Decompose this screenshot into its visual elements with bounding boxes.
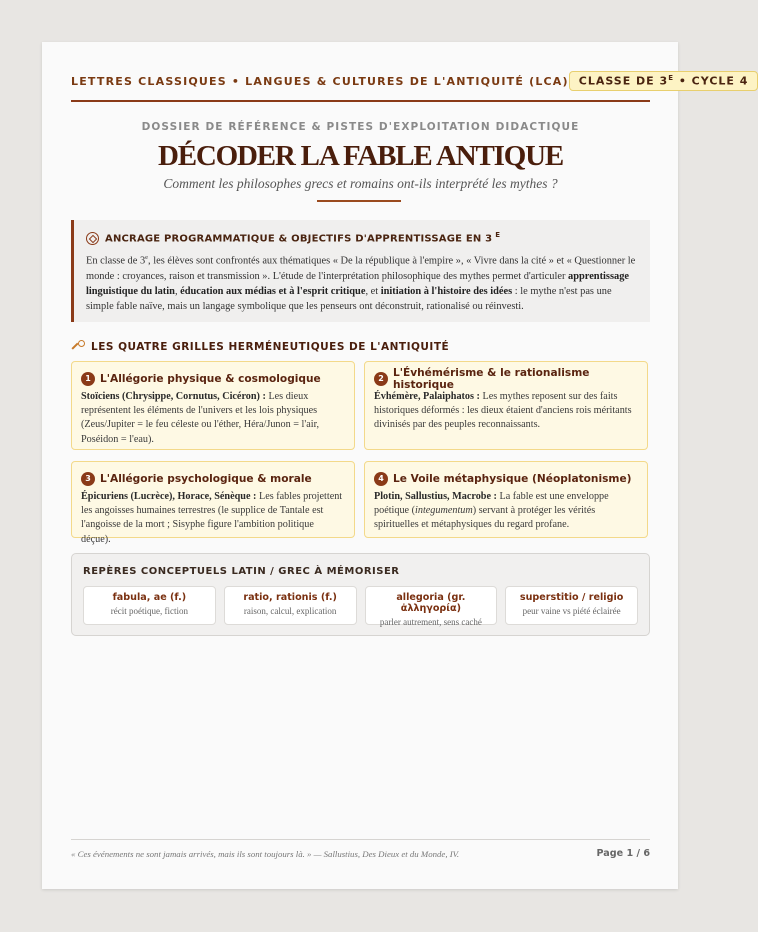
header-divider	[71, 100, 650, 102]
footer-quote: « Ces événements ne sont jamais arrivés, mais ils sont toujours là. » — Sallustius, Des Dieux et du Monde, IV.	[71, 849, 460, 859]
card-heading	[81, 471, 344, 486]
document-kicker: DOSSIER DE RÉFÉRENCE & PISTES D'EXPLOITATION DIDACTIQUE	[141, 121, 580, 133]
key-icon	[71, 340, 85, 354]
glossary-box	[71, 553, 650, 636]
glossary-term: fabula, ae (f.)	[112, 592, 187, 603]
anchor-paragraph	[86, 250, 636, 314]
header-subject: LETTRES CLASSIQUES • LANGUES & CULTURES DE L'ANTIQUITÉ (LCA)	[71, 74, 569, 88]
page-header	[71, 70, 749, 92]
card-number-badge: 3	[81, 472, 95, 486]
badge-class-label: CLASSE DE 3	[578, 74, 669, 88]
glossary-row	[83, 586, 638, 625]
anchor-bold-3: initiation à l'histoire des idées	[380, 285, 513, 297]
grid-card-4	[364, 461, 648, 538]
card-title: L'Évhémérisme & le rationalisme historique	[393, 366, 590, 391]
glossary-definition: récit poétique, fiction	[110, 606, 188, 616]
card-text: Les mythes reposent sur des faits historiques déformés : les dieux étaient d'anciens rois méritants divinisés par des peuples reconnaissants.	[374, 391, 632, 431]
card-title: L'Allégorie physique & cosmologique	[100, 372, 321, 385]
title-underline	[317, 200, 401, 202]
card-text: Les dieux représentent les éléments de l'univers et les lois physiques (Zeus/Jupiter = le feu céleste ou l'éther, Héra/Junon = l'air, Poséidon = l'eau).	[81, 391, 320, 445]
page-number: Page 1 / 6	[596, 848, 650, 859]
grid-card-3	[71, 461, 355, 545]
card-authors: Plotin, Sallustius, Macrobe :	[374, 491, 497, 502]
card-heading	[81, 371, 344, 386]
anchor-heading-text: ANCRAGE PROGRAMMATIQUE & OBJECTIFS D'APPRENTISSAGE EN 3	[105, 233, 493, 245]
grid-card-1	[71, 361, 355, 450]
glossary-term: ratio, rationis (f.)	[243, 592, 337, 603]
card-number-badge: 1	[81, 372, 95, 386]
glossary-definition: raison, calcul, explication	[243, 606, 337, 616]
glossary-definition: peur vaine vs piété éclairée	[522, 606, 621, 616]
glossary-item	[224, 586, 357, 625]
card-title: Le Voile métaphysique (Néoplatonisme)	[393, 472, 632, 485]
compass-icon	[86, 232, 99, 245]
grids-heading	[71, 340, 449, 354]
card-text: La fable est une enveloppe poétique (	[374, 491, 609, 517]
card-authors: Évhémère, Palaiphatos :	[374, 391, 480, 402]
glossary-definition: parler autrement, sens caché	[379, 617, 482, 627]
card-body	[374, 490, 637, 533]
anchor-text-2: , les élèves sont confrontés aux thématiques « De la république à l'empire », « Vivre dans la cité » et « Questionner le monde : croyances, raison et transmission ». L'étude de l'interprétation philosophique des mythes permet d'articuler	[86, 255, 636, 282]
glossary-term: allegoria (gr. ἀλληγορία)	[396, 592, 466, 614]
card-number-badge: 2	[374, 372, 388, 386]
badge-superscript: E	[668, 73, 674, 82]
class-badge	[569, 71, 758, 92]
document-page	[42, 42, 749, 889]
grid-card-2	[364, 361, 648, 450]
anchor-bold-1: apprentissage linguistique du latin	[86, 270, 630, 297]
document-subtitle: Comment les philosophes grecs et romains ont-ils interprété les mythes ?	[163, 176, 558, 191]
card-number-badge: 4	[374, 472, 388, 486]
anchor-text-5: : le mythe n'est pas une simple fable naïve, mais un langage symbolique que les penseurs ont déconstruit, rationalisé ou réinvesti.	[86, 285, 612, 313]
anchor-sup: e	[145, 254, 149, 261]
card-text: Les fables projettent les angoisses humaines terrestres (le supplice de Tantale est l'angoisse de la mort ; Sisyphe figure l'ambition politique déçue).	[81, 491, 343, 545]
card-text-italic: integumentum	[415, 505, 473, 517]
glossary-term: superstitio / religio	[519, 592, 624, 603]
card-body	[374, 390, 637, 433]
page-content	[71, 42, 749, 889]
glossary-item	[505, 586, 638, 625]
anchor-text-4: , et	[365, 285, 381, 297]
footer-divider	[71, 839, 650, 840]
glossary-item	[365, 586, 498, 625]
glossary-item	[83, 586, 216, 625]
card-authors: Épicuriens (Lucrèce), Horace, Sénèque :	[81, 491, 257, 502]
card-heading	[374, 471, 637, 486]
card-text-end: ) servant à protéger les vérités spirituelles et métaphysiques du regard profane.	[374, 505, 596, 531]
anchor-box	[71, 220, 650, 322]
anchor-text-1: En classe de 3	[86, 255, 146, 267]
card-heading	[374, 366, 637, 391]
anchor-heading	[86, 231, 636, 245]
card-title: L'Allégorie psychologique & morale	[100, 472, 312, 485]
anchor-heading-sup: E	[495, 231, 501, 240]
card-body	[81, 390, 344, 447]
anchor-bold-2: éducation aux médias et à l'esprit critique	[180, 285, 366, 297]
glossary-title: REPÈRES CONCEPTUELS LATIN / GREC À MÉMORISER	[83, 566, 400, 577]
card-body	[81, 490, 344, 547]
document-title: DÉCODER LA FABLE ANTIQUE	[158, 140, 563, 172]
badge-cycle-label: • CYCLE 4	[673, 74, 749, 88]
anchor-text-3: ,	[174, 285, 181, 297]
card-authors: Stoïciens (Chrysippe, Cornutus, Cicéron) :	[81, 391, 266, 402]
grids-heading-text: LES QUATRE GRILLES HERMÉNEUTIQUES DE L'ANTIQUITÉ	[91, 341, 450, 353]
